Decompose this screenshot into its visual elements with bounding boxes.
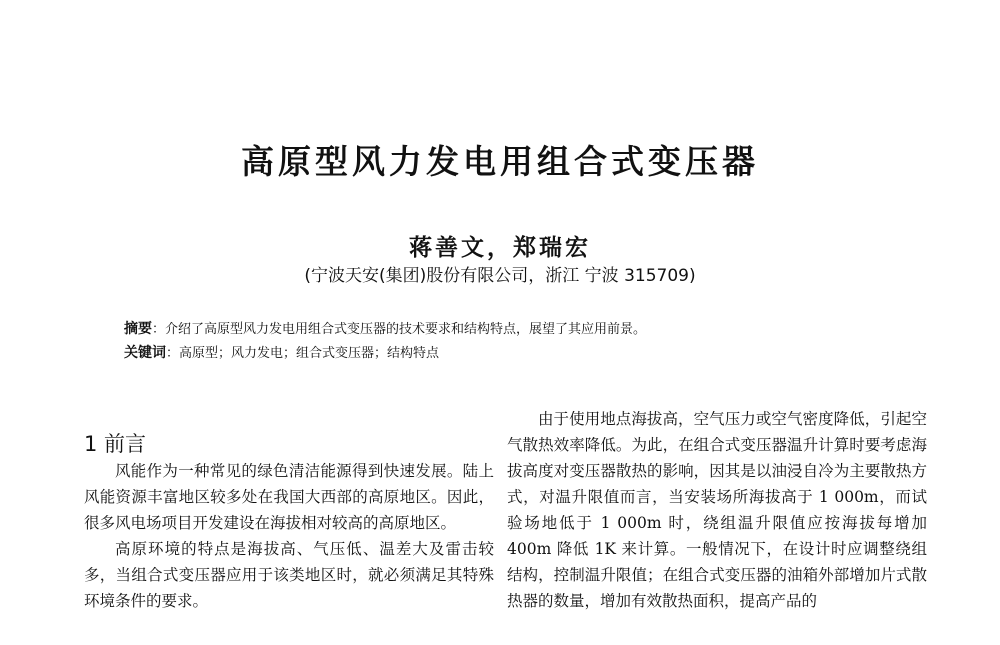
- abstract: [124, 318, 884, 338]
- section-heading: 1 前言: [84, 432, 147, 456]
- keywords: [124, 342, 884, 362]
- paragraph: 风能作为一种常见的绿色清洁能源得到快速发展。陆上风能资源丰富地区较多处在我国大西部的高原地区。因此，很多风电场项目开发建设在海拔相对较高的高原地区。: [84, 462, 494, 532]
- keywords-text: ：高原型；风力发电；组合式变压器；结构特点: [166, 346, 440, 361]
- right-column: [507, 406, 927, 614]
- abstract-text: ：介绍了高原型风力发电用组合式变压器的技术要求和结构特点，展望了其应用前景。: [152, 322, 647, 337]
- left-column: [84, 458, 494, 614]
- paragraph: 由于使用地点海拔高，空气压力或空气密度降低，引起空气散热效率降低。为此，在组合式变压器温升计算时要考虑海拔高度对变压器散热的影响，因其是以油浸自冷为主要散热方式，对温升限值而言，当安装场所海拔高于 1 000m，而试验场地低于 1 000m 时，绕组温升限值应按海拔每增加 400m 降低 1K 来计算。一般情况下，在设计时应调整绕组结构，控制温升限值；在组合式变压器的油箱外部增加片式散热器的数量，增加有效散热面积，提高产品的: [507, 410, 927, 610]
- paragraph: 高原环境的特点是海拔高、气压低、温差大及雷击较多，当组合式变压器应用于该类地区时，就必须满足其特殊环境条件的要求。: [84, 540, 494, 610]
- paper-title: 高原型风力发电用组合式变压器: [241, 142, 759, 181]
- abstract-label: 摘要: [124, 321, 152, 337]
- author-names: 蒋善文，郑瑞宏: [409, 235, 591, 261]
- author-affiliation: (宁波天安(集团)股份有限公司，浙江 宁波 315709): [304, 266, 696, 286]
- keywords-label: 关键词: [124, 345, 166, 361]
